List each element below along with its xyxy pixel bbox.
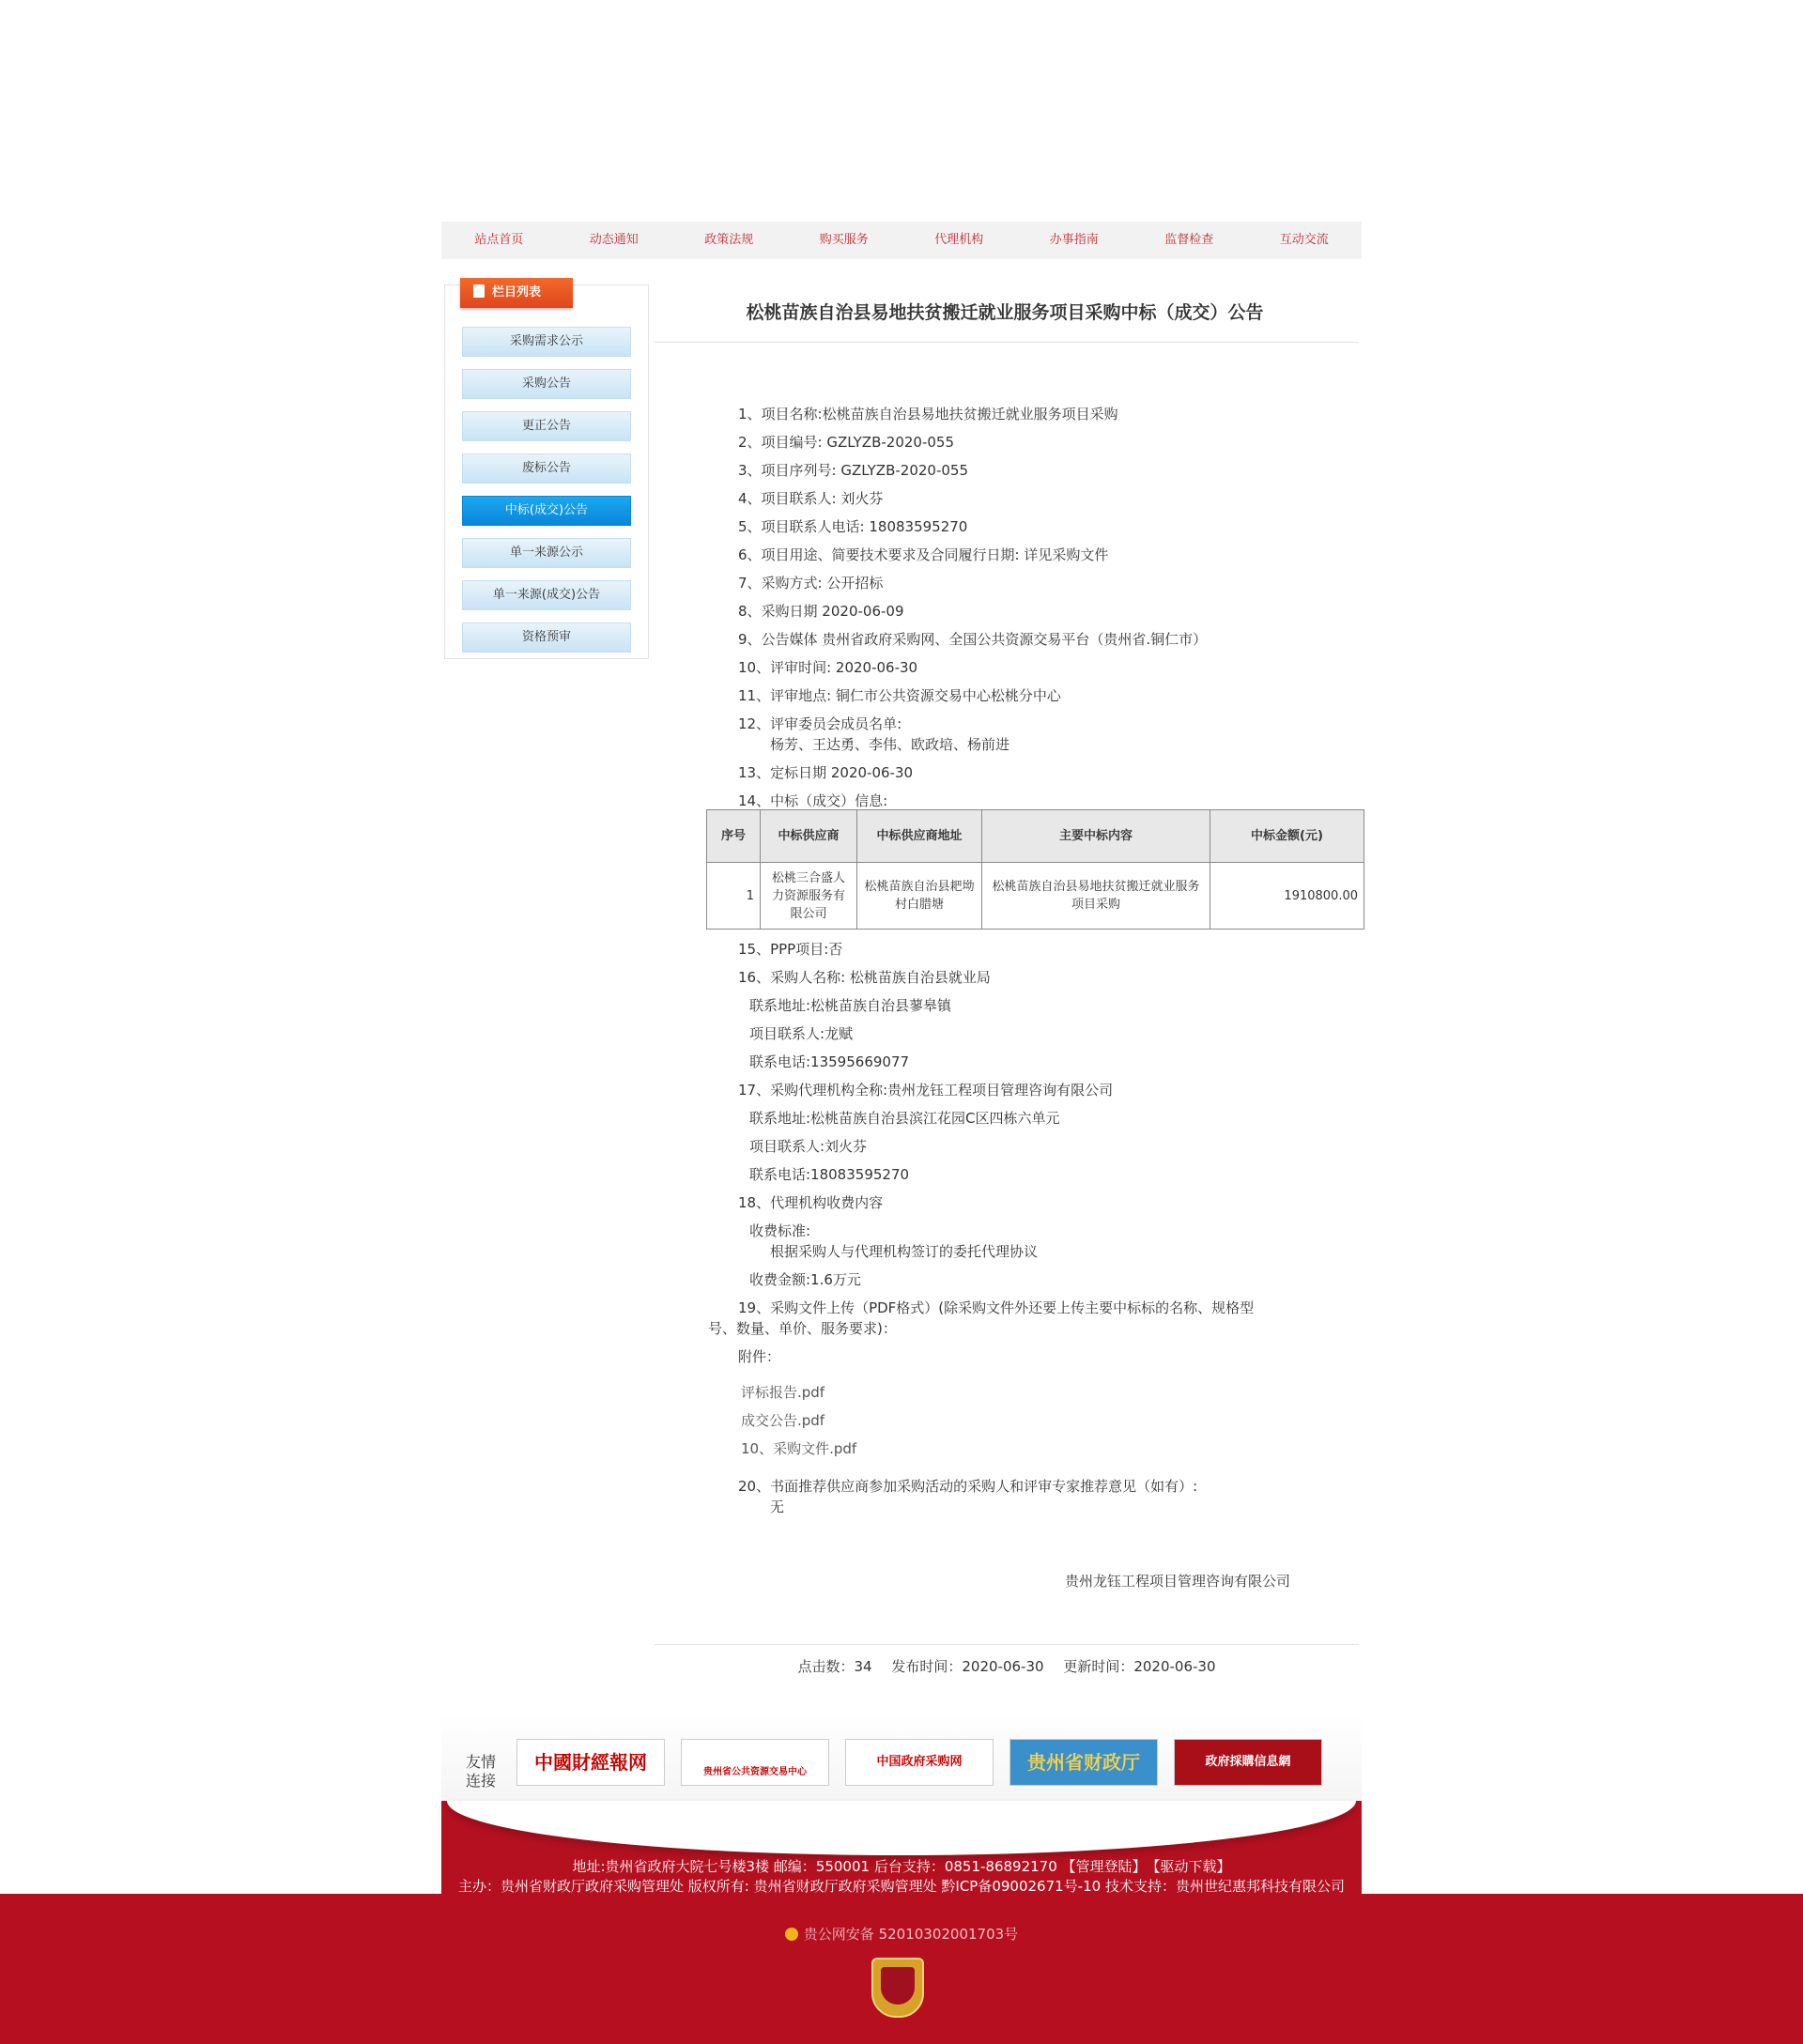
link-ccgp[interactable]: 中国政府采购网 — [845, 1739, 994, 1786]
signature: 贵州龙钰工程项目管理咨询有限公司 — [1065, 1573, 1291, 1590]
item-upload: 19、采购文件上传（PDF格式）(除采购文件外还要上传主要中标标的名称、规格型号、数量、单价、服务要求)： — [708, 1299, 1255, 1337]
article-body — [738, 404, 1320, 819]
nav-policy[interactable]: 政策法规 — [704, 233, 754, 247]
item-fee: 18、代理机构收费内容 — [738, 1194, 884, 1211]
cell-address: 松桃苗族自治县耙坳村白腊塘 — [857, 863, 982, 930]
item-project-code: 2、项目编号: GZLYZB-2020-055 — [738, 434, 954, 451]
item-method: 7、采购方式: 公开招标 — [738, 575, 884, 592]
nav-agencies[interactable]: 代理机构 — [934, 233, 984, 247]
nav-interaction[interactable]: 互动交流 — [1279, 233, 1329, 247]
cell-amount: 1910800.00 — [1210, 863, 1364, 930]
footer-info — [441, 1857, 1362, 1897]
col-content: 主要中标内容 — [982, 810, 1210, 863]
sidebar-menu — [462, 327, 631, 665]
item-project-name: 1、项目名称:松桃苗族自治县易地扶贫搬迁就业服务项目采购 — [738, 406, 1118, 423]
sidebar-item-demand[interactable]: 采购需求公示 — [462, 327, 631, 357]
table-row — [707, 863, 1364, 930]
col-no: 序号 — [707, 810, 761, 863]
article-meta — [655, 1656, 1359, 1676]
item-media: 9、公告媒体 贵州省政府采购网、全国公共资源交易平台（贵州省.铜仁市） — [738, 631, 1208, 648]
list-icon — [473, 284, 485, 298]
agent-phone: 联系电话:18083595270 — [749, 1166, 910, 1183]
sidebar-item-single-source-award[interactable]: 单一来源(成交)公告 — [462, 580, 631, 610]
footer-copyright: 主办：贵州省财政厅政府采购管理处 版权所有: 贵州省财政厅政府采购管理处 黔ICP备09002671号-10 技术支持：贵州世纪惠邦科技有限公司 — [458, 1878, 1345, 1895]
sidebar-item-prequalification[interactable]: 资格预审 — [462, 622, 631, 653]
sidebar-item-correction[interactable]: 更正公告 — [462, 411, 631, 441]
sidebar — [444, 284, 649, 659]
cell-supplier: 松桃三合盛人力资源服务有限公司 — [761, 863, 857, 930]
nav-supervision[interactable]: 监督检查 — [1164, 233, 1214, 247]
buyer-phone: 联系电话:13595669077 — [749, 1053, 910, 1070]
sidebar-item-single-source[interactable]: 单一来源公示 — [462, 538, 631, 568]
title-divider — [655, 342, 1359, 343]
sidebar-title-tab — [460, 278, 573, 308]
item-committee: 12、评审委员会成员名单: — [738, 715, 902, 732]
sidebar-item-cancelled[interactable]: 废标公告 — [462, 453, 631, 484]
nav-news[interactable]: 动态通知 — [589, 233, 639, 247]
police-badge-icon — [785, 1928, 798, 1941]
buyer-contact: 项目联系人:龙赋 — [749, 1025, 854, 1042]
footer-address: 地址:贵州省政府大院七号楼3楼 邮编：550001 后台支持：0851-86892170 【管理登陆】 【驱动下载】 — [572, 1858, 1231, 1875]
item-review-place: 11、评审地点: 铜仁市公共资源交易中心松桃分中心 — [738, 687, 1061, 704]
nav-guide[interactable]: 办事指南 — [1049, 233, 1099, 247]
sidebar-item-announcement[interactable]: 采购公告 — [462, 369, 631, 399]
item-award-info: 14、中标（成交）信息: — [738, 792, 888, 809]
police-record-text: 贵公网安备 52010302001703号 — [803, 1926, 1019, 1943]
agent-address: 联系地址:松桃苗族自治县滨江花园C区四栋六单元 — [749, 1110, 1060, 1127]
nav-purchase-service[interactable]: 购买服务 — [819, 233, 869, 247]
link-cfen[interactable]: 中國財經報网 — [516, 1739, 665, 1786]
nav-home[interactable]: 站点首页 — [474, 233, 524, 247]
item-contact: 4、项目联系人: 刘火芬 — [738, 490, 884, 507]
article-body-2 — [708, 939, 1320, 1525]
sidebar-item-award[interactable]: 中标(成交)公告 — [462, 496, 631, 526]
committee-members: 杨芳、王达勇、李伟、欧政培、杨前进 — [770, 736, 1010, 753]
sidebar-title: 栏目列表 — [492, 285, 542, 300]
link-gz-resource[interactable]: 贵州省公共资源交易中心 — [681, 1739, 829, 1786]
fee-standard-label: 收费标准: — [749, 1222, 811, 1239]
update-time: 更新时间：2020-06-30 — [1063, 1658, 1216, 1675]
item-recommend: 20、书面推荐供应商参加采购活动的采购人和评审专家推荐意见（如有）: — [738, 1478, 1198, 1495]
item-agent: 17、采购代理机构全称:贵州龙钰工程项目管理咨询有限公司 — [738, 1082, 1114, 1099]
attachments-label: 附件： — [738, 1348, 781, 1365]
item-ppp: 15、PPP项目:否 — [738, 941, 843, 958]
attachment-link[interactable]: 成交公告.pdf — [741, 1412, 825, 1429]
link-caigou2003[interactable]: 政府採購信息網 — [1174, 1739, 1322, 1786]
item-award-date: 13、定标日期 2020-06-30 — [738, 764, 914, 781]
item-contact-phone: 5、项目联系人电话: 18083595270 — [738, 518, 968, 535]
award-table — [706, 809, 1364, 930]
gov-emblem-icon[interactable] — [871, 1958, 924, 2018]
article-title: 松桃苗族自治县易地扶贫搬迁就业服务项目采购中标（成交）公告 — [746, 302, 1264, 323]
fee-amount: 收费金额:1.6万元 — [749, 1271, 861, 1288]
col-supplier: 中标供应商 — [761, 810, 857, 863]
attachment-link[interactable]: 10、采购文件.pdf — [741, 1440, 857, 1457]
item-purpose: 6、项目用途、简要技术要求及合同履行日期: 详见采购文件 — [738, 546, 1109, 563]
fee-standard-value: 根据采购人与代理机构签订的委托代理协议 — [770, 1243, 1039, 1260]
publish-time: 发布时间：2020-06-30 — [891, 1658, 1044, 1675]
top-nav — [441, 222, 1362, 259]
item-project-serial: 3、项目序列号: GZLYZB-2020-055 — [738, 462, 968, 479]
item-review-time: 10、评审时间: 2020-06-30 — [738, 659, 918, 676]
buyer-address: 联系地址:松桃苗族自治县蓼皋镇 — [749, 997, 952, 1014]
meta-divider — [655, 1644, 1359, 1645]
col-amount: 中标金额(元) — [1210, 810, 1364, 863]
friend-links — [441, 1714, 1362, 1803]
recommend-value: 无 — [770, 1498, 785, 1515]
click-count: 点击数：34 — [797, 1658, 872, 1675]
link-gz-finance[interactable]: 贵州省财政厅 — [1009, 1739, 1158, 1786]
friend-links-label: 友情连接 — [466, 1753, 497, 1790]
item-buyer: 16、采购人名称: 松桃苗族自治县就业局 — [738, 969, 991, 986]
cell-no: 1 — [707, 863, 761, 930]
cell-content: 松桃苗族自治县易地扶贫搬迁就业服务项目采购 — [982, 863, 1210, 930]
agent-contact: 项目联系人:刘火芬 — [749, 1138, 868, 1155]
police-record[interactable] — [0, 1924, 1803, 1944]
item-purchase-date: 8、采购日期 2020-06-09 — [738, 603, 904, 620]
attachment-link[interactable]: 评标报告.pdf — [741, 1384, 825, 1401]
col-address: 中标供应商地址 — [857, 810, 982, 863]
